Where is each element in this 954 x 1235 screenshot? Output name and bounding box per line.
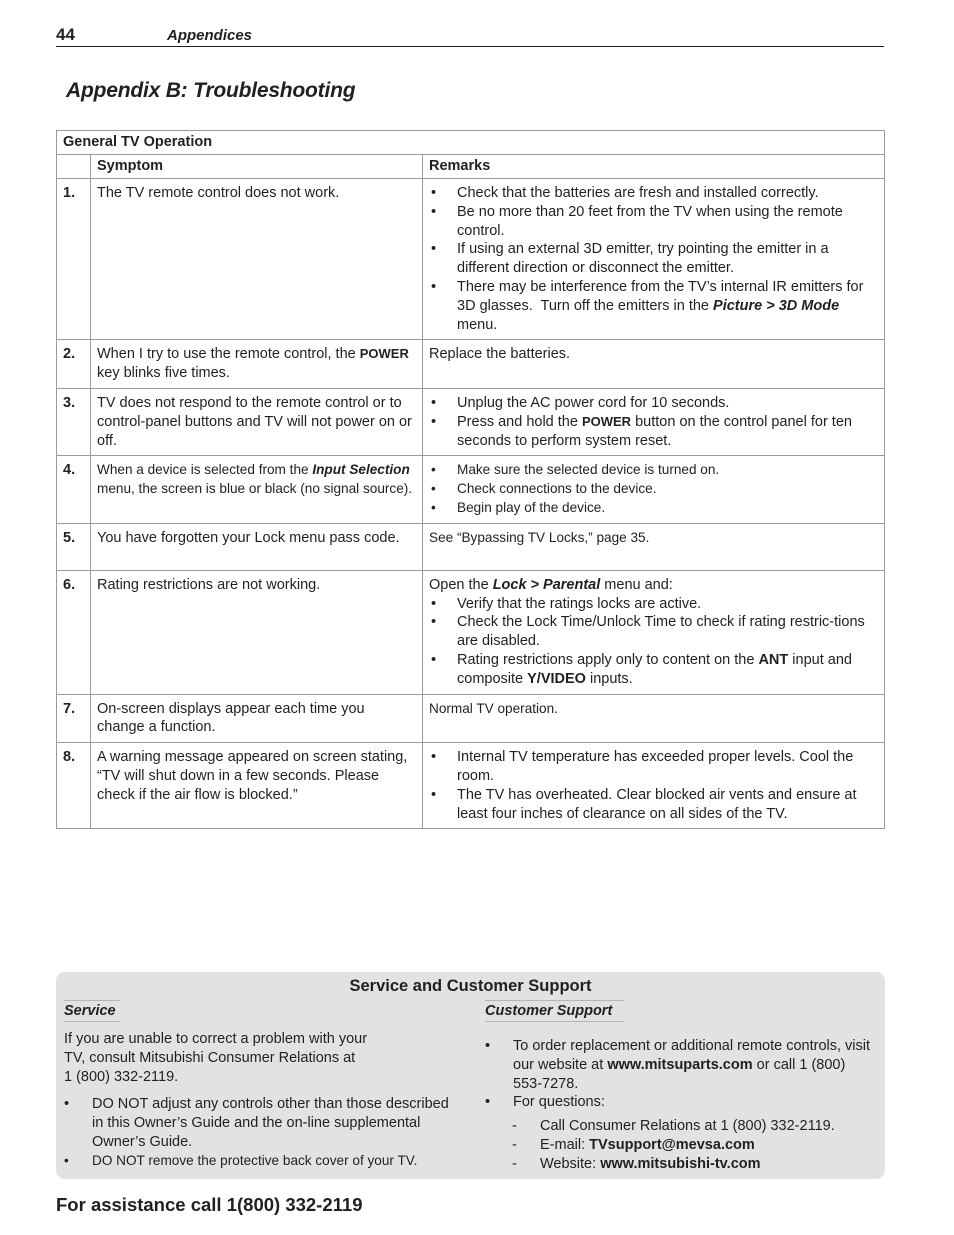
remark-item: • Be no more than 20 feet from the TV when using the remote control. bbox=[429, 203, 878, 241]
row-remarks: Normal TV operation. bbox=[423, 694, 885, 743]
support-subitem: - Call Consumer Relations at 1 (800) 332-2119. bbox=[512, 1117, 877, 1136]
row-number: 8. bbox=[57, 743, 91, 829]
remark-item: • Unplug the AC power cord for 10 seconds. bbox=[429, 394, 878, 413]
support-item: • For questions: bbox=[485, 1093, 877, 1112]
customer-support-title: Customer Support bbox=[485, 1000, 624, 1022]
section-name: Appendices bbox=[167, 27, 253, 44]
page-number: 44 bbox=[56, 25, 75, 44]
table-row bbox=[57, 388, 885, 455]
table-row bbox=[57, 340, 885, 389]
table-row bbox=[57, 456, 885, 523]
support-item: • To order replacement or additional remote controls, visit our website at www.mitsuparts.com or call 1 (800) 553-7278. bbox=[485, 1037, 877, 1093]
row-number: 4. bbox=[57, 456, 91, 523]
support-subitem: - Website: www.mitsubishi-tv.com bbox=[512, 1155, 877, 1174]
row-symptom: On-screen displays appear each time you change a function. bbox=[91, 694, 423, 743]
row-remarks: See “Bypassing TV Locks,” page 35. bbox=[423, 523, 885, 570]
remark-item: • Make sure the selected device is turned on. bbox=[429, 461, 878, 480]
remark-item: • If using an external 3D emitter, try pointing the emitter in a different direction or disconnect the emitter. bbox=[429, 240, 878, 278]
remark-intro: Open the Lock > Parental menu and: bbox=[429, 576, 673, 593]
remark-item: • Check that the batteries are fresh and installed correctly. bbox=[429, 184, 878, 203]
website-link[interactable]: www.mitsubishi-tv.com bbox=[600, 1155, 761, 1172]
email-link[interactable]: TVsupport@mevsa.com bbox=[589, 1136, 755, 1153]
page-header bbox=[56, 22, 884, 47]
support-subitem: - E-mail: TVsupport@mevsa.com bbox=[512, 1136, 877, 1155]
mitsuparts-link[interactable]: www.mitsuparts.com bbox=[607, 1056, 753, 1073]
row-remarks bbox=[423, 743, 885, 829]
table-row bbox=[57, 694, 885, 743]
row-number: 6. bbox=[57, 570, 91, 694]
customer-support-column bbox=[485, 1037, 877, 1174]
remark-item: • The TV has overheated. Clear blocked air vents and ensure at least four inches of clearance on all sides of the TV. bbox=[429, 786, 878, 824]
row-symptom: Rating restrictions are not working. bbox=[91, 570, 423, 694]
row-remarks bbox=[423, 456, 885, 523]
service-intro: If you are unable to correct a problem with your TV, consult Mitsubishi Consumer Relations at 1 (800) 332-2119. bbox=[64, 1031, 368, 1085]
row-symptom: A warning message appeared on screen stating, “TV will shut down in a few seconds. Please check if the air flow is blocked.” bbox=[91, 743, 423, 829]
remark-item: • Begin play of the device. bbox=[429, 499, 878, 518]
remark-item: • Verify that the ratings locks are active. bbox=[429, 595, 878, 614]
row-number: 3. bbox=[57, 388, 91, 455]
table-category: General TV Operation bbox=[57, 131, 885, 155]
row-symptom: You have forgotten your Lock menu pass code. bbox=[91, 523, 423, 570]
row-remarks bbox=[423, 388, 885, 455]
service-title: Service bbox=[64, 1000, 120, 1022]
row-number: 7. bbox=[57, 694, 91, 743]
row-symptom: The TV remote control does not work. bbox=[91, 179, 423, 340]
assistance-footer: For assistance call 1(800) 332-2119 bbox=[56, 1194, 363, 1215]
table-row bbox=[57, 179, 885, 340]
service-item: • DO NOT remove the protective back cover of your TV. bbox=[64, 1152, 456, 1171]
service-item: • DO NOT adjust any controls other than those described in this Owner’s Guide and the on-line supplemental Owner’s Guide. bbox=[64, 1095, 456, 1151]
support-heading: Service and Customer Support bbox=[349, 977, 592, 995]
row-symptom: TV does not respond to the remote control or to control-panel buttons and TV will not power on or off. bbox=[91, 388, 423, 455]
remark-item: • Internal TV temperature has exceeded proper levels. Cool the room. bbox=[429, 748, 878, 786]
row-symptom: When a device is selected from the Input Selection menu, the screen is blue or black (no signal source). bbox=[91, 456, 423, 523]
row-remarks: Replace the batteries. bbox=[423, 340, 885, 389]
remark-item: • Press and hold the POWER button on the control panel for ten seconds to perform system reset. bbox=[429, 413, 878, 451]
row-remarks bbox=[423, 179, 885, 340]
column-header-symptom: Symptom bbox=[91, 155, 423, 179]
table-row bbox=[57, 523, 885, 570]
table-row bbox=[57, 570, 885, 694]
support-box bbox=[56, 972, 885, 1179]
row-symptom: When I try to use the remote control, the POWER key blinks five times. bbox=[91, 340, 423, 389]
row-remarks bbox=[423, 570, 885, 694]
remark-item: • Check connections to the device. bbox=[429, 480, 878, 499]
row-number: 5. bbox=[57, 523, 91, 570]
service-column bbox=[64, 1030, 456, 1171]
page-title: Appendix B: Troubleshooting bbox=[66, 79, 356, 102]
remark-item: • Check the Lock Time/Unlock Time to check if rating restric-tions are disabled. bbox=[429, 613, 878, 651]
table-row bbox=[57, 743, 885, 829]
remark-item: • There may be interference from the TV’s internal IR emitters for 3D glasses. Turn off the emitters in the Picture > 3D Mode menu. bbox=[429, 278, 878, 334]
row-number: 1. bbox=[57, 179, 91, 340]
row-number: 2. bbox=[57, 340, 91, 389]
column-header-remarks: Remarks bbox=[423, 155, 885, 179]
remark-item: • Rating restrictions apply only to content on the ANT input and composite Y/VIDEO inputs. bbox=[429, 651, 878, 689]
troubleshooting-table bbox=[56, 130, 885, 829]
